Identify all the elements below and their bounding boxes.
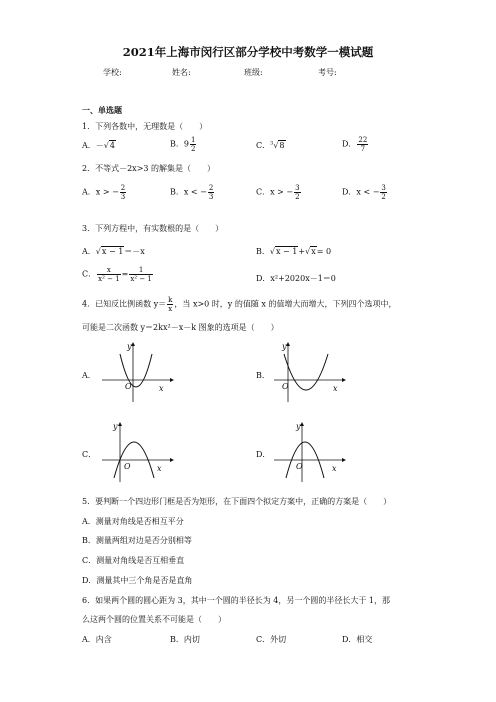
- q3-option-b: B．√x − 1+√x= 0: [256, 247, 332, 256]
- q4a-y-label: y: [127, 342, 132, 351]
- q2-option-c: C．x > − $\frac{3}{2}$: [256, 184, 300, 201]
- q4-option-a-label: A．: [82, 371, 96, 380]
- q4-graph-d: [272, 420, 347, 485]
- q6-option-c: C．外切: [256, 635, 287, 644]
- q3-option-d: D．x²+2020x－1＝0: [256, 274, 336, 283]
- q5-option-c: C．测量对角线是否互相垂直: [82, 556, 185, 565]
- name-field-label: 姓名:: [172, 68, 191, 77]
- q2-option-a: A．x > − $\frac{2}{3}$: [82, 184, 126, 201]
- q4d-origin-label: O: [296, 462, 303, 471]
- q2-option-d: D．x < − $\frac{3}{2}$: [342, 184, 386, 201]
- question-3-stem: 3．下列方程中，有实数根的是（ ）: [82, 224, 224, 233]
- q5-option-d: D．测量其中三个角是否是直角: [82, 576, 193, 585]
- question-1-stem: 1．下列各数中，无理数是（ ）: [82, 122, 208, 131]
- q4-option-d-label: D．: [256, 450, 271, 459]
- q4-graph-a: [100, 340, 175, 405]
- exam-title: 2021年上海市闵行区部分学校中考数学一模试题: [122, 45, 374, 59]
- q4d-x-label: x: [332, 464, 337, 473]
- class-field-label: 班级:: [244, 68, 263, 77]
- q1-option-d: D． $\frac{22}{7}$: [342, 136, 368, 153]
- q1-option-a: A．－√4: [82, 141, 115, 150]
- q4a-origin-label: O: [125, 382, 132, 391]
- question-5-stem: 5．要判断一个四边形门框是否为矩形，在下面四个拟定方案中，正确的方案是（ ）: [82, 497, 392, 506]
- q4-option-c-label: C．: [82, 450, 97, 459]
- q4-graph-c: [100, 420, 175, 485]
- q4c-origin-label: O: [124, 462, 131, 471]
- number-field-label: 考号:: [318, 68, 337, 77]
- q2-option-b: B．x < − $\frac{2}{3}$: [170, 184, 214, 201]
- q5-option-a: A．测量对角线是否相互平分: [82, 517, 184, 526]
- q6-option-d: D．相交: [342, 635, 373, 644]
- q4d-y-label: y: [296, 422, 301, 431]
- question-4-stem: 4．已知反比例函数 y＝ $\frac{k}{x}$ ，当 x>0 时，y 的值随 x 的值增大而增大，下列四个选项中，: [82, 296, 397, 313]
- q4-graph-b: [272, 340, 347, 405]
- question-6-stem: 6．如果两个圆的圆心距为 3，其中一个圆的半径长为 4，另一个圆的半径长大于 1，那: [82, 596, 390, 605]
- q4c-y-label: y: [113, 422, 118, 431]
- question-6-stem-line2: 么这两个圆的位置关系不可能是（ ）: [82, 615, 226, 624]
- section-heading: 一、单选题: [82, 105, 122, 115]
- q6-option-a: A．内含: [82, 635, 112, 644]
- q4c-x-label: x: [157, 464, 162, 473]
- q4b-x-label: x: [333, 384, 338, 393]
- q4b-y-label: y: [282, 342, 287, 351]
- q1-option-c: C．$^3$√8: [256, 140, 285, 150]
- q4a-x-label: x: [159, 384, 164, 393]
- q6-option-b: B．内切: [170, 635, 200, 644]
- q3-option-c: C． $\frac{x}{\text{x² − 1}}$ = $\frac{1}{\text{x² − 1}}$: [82, 266, 152, 283]
- school-field-label: 学校:: [103, 68, 122, 77]
- question-4-stem-line2: 可能是二次函数 y＝2kx²－x－k 图象的选项是（ ）: [82, 323, 279, 332]
- q1-option-b: B．9 $\frac{1}{2}$: [170, 136, 196, 153]
- question-2-stem: 2．不等式－2x>3 的解集是（ ）: [82, 164, 216, 173]
- q4b-origin-label: O: [282, 382, 289, 391]
- q3-option-a: A．√x − 1＝－x: [82, 247, 145, 256]
- q5-option-b: B．测量两组对边是否分别相等: [82, 536, 192, 545]
- q4-option-b-label: B．: [256, 371, 270, 380]
